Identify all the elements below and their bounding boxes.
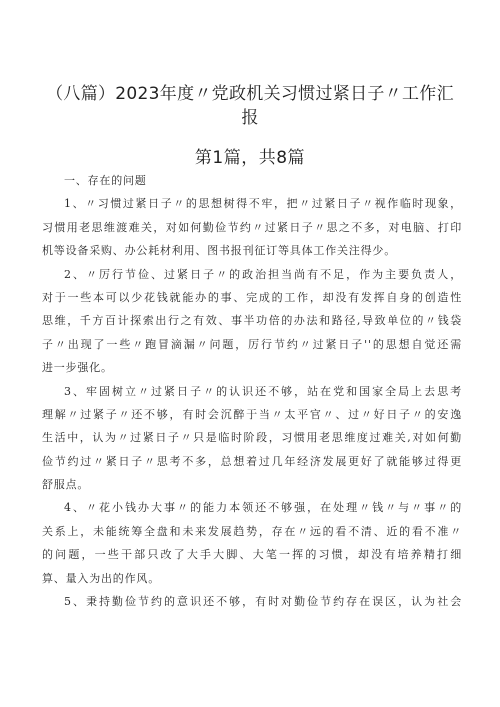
paragraph-3-line-5: 舒服点。 bbox=[42, 478, 90, 492]
paragraph-1-line-2: 习惯用老思维渡难关，对如何勤俭节约〃过紧日子〃思之不多，对电脑、打印 bbox=[42, 220, 462, 234]
paragraph-3-line-1: 3、牢固树立〃过紧日子〃的认识还不够，站在党和国家全局上去思考 bbox=[64, 384, 462, 398]
document-subtitle: 第1篇，共8篇 bbox=[194, 148, 306, 168]
paragraph-2-line-4: 子〃出现了一些〃跑冒滴漏〃问题，厉行节约〃过紧日子''的思想自觉还需 bbox=[42, 337, 462, 351]
section-heading: 一、存在的问题 bbox=[64, 174, 147, 187]
paragraph-2-line-5: 进一步强化。 bbox=[42, 361, 113, 375]
paragraph-4-line-4: 算、量入为出的作风。 bbox=[42, 571, 160, 585]
paragraph-4-line-2: 关系上，未能统筹全盘和未来发展趋势，存在〃远的看不清、近的看不准〃 bbox=[42, 524, 462, 538]
document-title-line-2: 报 bbox=[241, 108, 259, 128]
paragraph-2-line-3: 思维，千方百计探索出行之有效、事半功倍的办法和路径,导致单位的〃钱袋 bbox=[42, 314, 462, 328]
paragraph-4-line-3: 的问题，一些干部只改了大手大脚、大笔一挥的习惯，却没有培养精打细 bbox=[42, 548, 462, 562]
document-body bbox=[42, 169, 462, 613]
paragraph-2-line-2: 对于一些本可以少花钱就能办的事、完成的工作，却没有发挥自身的创造性 bbox=[42, 290, 462, 304]
paragraph-3-line-2: 理解〃过紧子〃还不够，有时会沉醉于当〃太平官〃、过〃好日子〃的安逸 bbox=[42, 407, 462, 421]
paragraph-5-line-1: 5、秉持勤俭节约的意识还不够，有时对勤俭节约存在误区，认为社会 bbox=[64, 595, 462, 609]
paragraph-1-line-1: 1、〃习惯过紧日子〃的思想树得不牢，把〃过紧日子〃视作临时现象， bbox=[64, 197, 462, 211]
paragraph-3-line-3: 生活中，认为〃过紧日子〃只是临时阶段，习惯用老思维度过难关,对如何勤 bbox=[42, 431, 462, 445]
paragraph-3-line-4: 俭节约过〃紧日子〃思考不多，总想着过几年经济发展更好了就能够过得更 bbox=[42, 454, 462, 468]
document-title-line-1: （八篇）2023年度〃党政机关习惯过紧日子〃工作汇 bbox=[46, 84, 454, 104]
paragraph-2-line-1: 2、〃厉行节俭、过紧日子〃的政治担当尚有不足，作为主要负责人， bbox=[64, 267, 462, 281]
paragraph-1-line-3: 机等设备采购、办公耗材利用、图书报刊征订等具体工作关注得少。 bbox=[42, 244, 396, 258]
paragraph-4-line-1: 4、〃花小钱办大事〃的能力本领还不够强，在处理〃钱〃与〃事〃的 bbox=[64, 501, 462, 515]
